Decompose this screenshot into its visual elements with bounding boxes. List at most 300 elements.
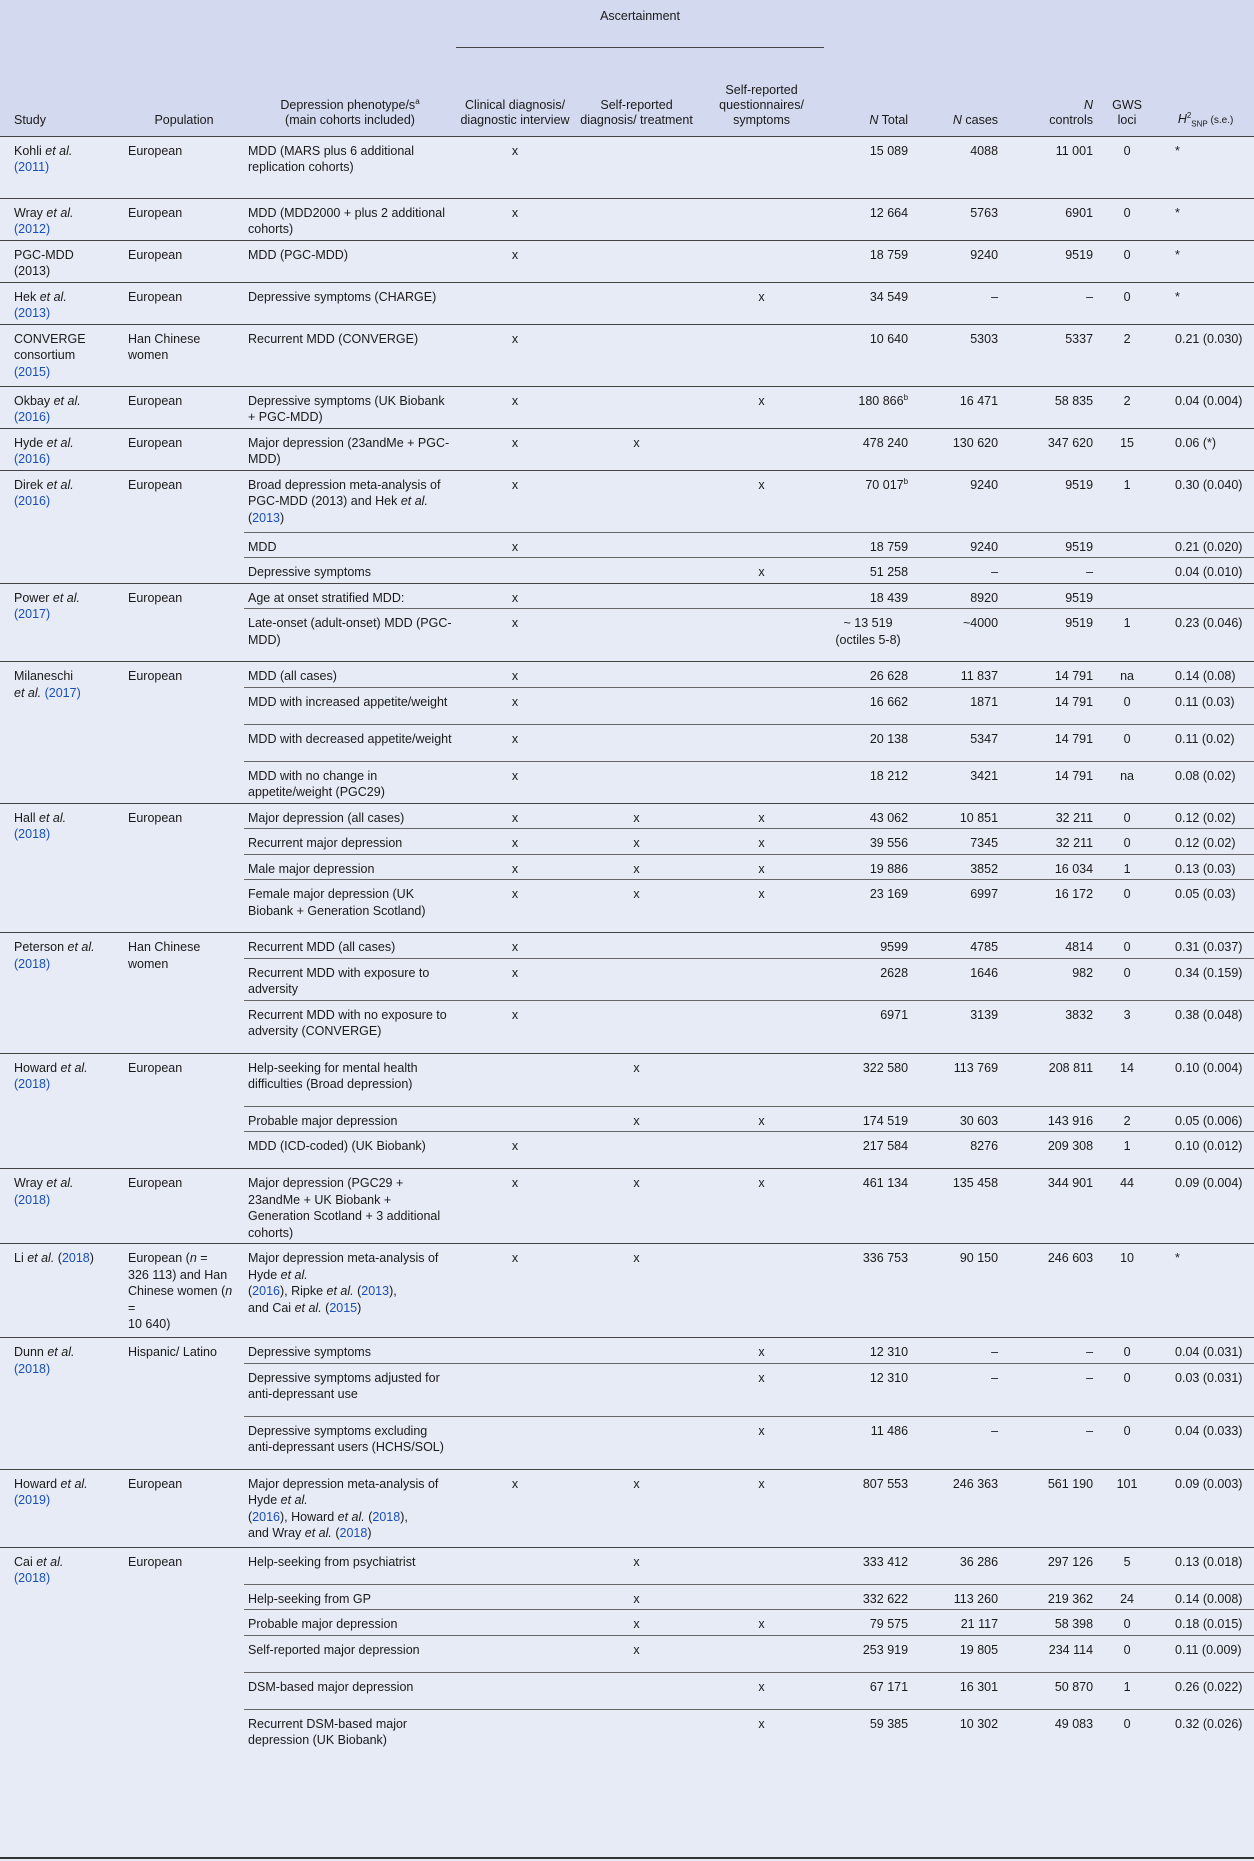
gws-loci-cell: 5 <box>1097 1547 1157 1584</box>
clinical-cell <box>456 282 574 324</box>
text-segment[interactable]: (2011) <box>14 160 50 174</box>
gws-loci-cell: 1 <box>1097 470 1157 532</box>
text-segment: ), Howard <box>279 1509 338 1524</box>
study-cell <box>0 1244 124 1338</box>
text-segment: et al. <box>280 1267 308 1282</box>
self-reported-questionnaire-cell <box>699 583 824 609</box>
clinical-cell: x <box>456 532 574 558</box>
n-controls-cell: 14 791 <box>1002 662 1097 688</box>
n-cases-cell: 30 603 <box>912 1106 1002 1132</box>
n-total-cell: 12 310 <box>824 1363 912 1416</box>
self-reported-diagnosis-cell <box>574 609 699 662</box>
table-row <box>0 428 1254 470</box>
n-cases-cell: 10 302 <box>912 1709 1002 1751</box>
clinical-cell: x <box>456 958 574 1000</box>
h2-snp-header: $H^2_{SNP}$ (s.e.) <box>1157 47 1254 136</box>
gws-loci-header: GWS loci <box>1097 47 1157 136</box>
text-segment: ( <box>364 1509 373 1524</box>
n-cases-cell: 8276 <box>912 1132 1002 1169</box>
gws-loci-cell: 15 <box>1097 428 1157 470</box>
self-reported-diagnosis-cell: x <box>574 803 699 829</box>
phenotype-cell: Recurrent MDD with exposure to adversity <box>244 958 456 1000</box>
self-reported-diagnosis-cell <box>574 1416 699 1469</box>
study-cell <box>0 933 124 1054</box>
clinical-cell: x <box>456 428 574 470</box>
gws-loci-cell: 44 <box>1097 1169 1157 1244</box>
clinical-cell <box>456 1106 574 1132</box>
population-cell: European <box>124 386 244 428</box>
phenotype-cell: Help-seeking from GP <box>244 1584 456 1610</box>
population-cell: European <box>124 662 244 804</box>
self-reported-questionnaire-cell: x <box>699 282 824 324</box>
phenotype-cell <box>244 1469 456 1547</box>
gws-loci-cell: 0 <box>1097 958 1157 1000</box>
text-segment[interactable]: 2018 <box>339 1526 368 1540</box>
self-reported-diagnosis-cell <box>574 532 699 558</box>
n-controls-cell: 14 791 <box>1002 724 1097 761</box>
gws-loci-cell: na <box>1097 662 1157 688</box>
phenotype-cell: MDD with decreased appetite/weight <box>244 724 456 761</box>
clinical-cell: x <box>456 1132 574 1169</box>
clinical-cell: x <box>456 724 574 761</box>
self-reported-diagnosis-cell <box>574 324 699 386</box>
n-controls-cell: 32 211 <box>1002 803 1097 829</box>
n-controls-cell: 208 811 <box>1002 1053 1097 1106</box>
text-segment[interactable]: (2018) <box>14 1571 51 1585</box>
h2-snp-cell: 0.05 (0.03) <box>1157 880 1254 933</box>
h2-snp-cell: 0.12 (0.02) <box>1157 829 1254 855</box>
study-cell <box>0 136 124 198</box>
phenotype-cell: MDD with no change in appetite/weight (PGC29) <box>244 761 456 803</box>
text-segment: Milaneschi <box>14 669 74 683</box>
text-segment: Direk <box>14 477 47 492</box>
text-segment[interactable]: (2017) <box>14 607 51 621</box>
n-cases-cell: 246 363 <box>912 1469 1002 1547</box>
n-cases-cell: 1871 <box>912 687 1002 724</box>
gws-loci-cell: 0 <box>1097 136 1157 198</box>
table-row <box>0 198 1254 240</box>
clinical-cell <box>456 1363 574 1416</box>
n-controls-cell: 9519 <box>1002 470 1097 532</box>
phenotype-cell: Major depression (23andMe + PGC-MDD) <box>244 428 456 470</box>
study-cell <box>0 198 124 240</box>
n-total-cell: 2628 <box>824 958 912 1000</box>
table-header <box>0 0 1254 136</box>
text-segment: et al. <box>46 435 74 450</box>
self-reported-questionnaire-cell: x <box>699 1610 824 1636</box>
text-segment: et al. <box>52 590 81 605</box>
population-cell: European <box>124 1547 244 1751</box>
text-segment: et al. <box>326 1284 354 1298</box>
clinical-cell: x <box>456 240 574 282</box>
gws-loci-cell: 0 <box>1097 829 1157 855</box>
population-cell <box>124 1244 244 1338</box>
self-reported-questionnaire-cell <box>699 1132 824 1169</box>
n-total-cell: 18 439 <box>824 583 912 609</box>
n-controls-cell: – <box>1002 1338 1097 1364</box>
population-cell: Hispanic/ Latino <box>124 1338 244 1470</box>
h2-snp-cell: 0.10 (0.012) <box>1157 1132 1254 1169</box>
text-segment[interactable]: (2017) <box>44 685 81 700</box>
clinical-cell: x <box>456 198 574 240</box>
text-segment[interactable]: (2018) <box>14 956 51 971</box>
study-cell <box>0 240 124 282</box>
clinical-cell <box>456 1672 574 1709</box>
text-segment: et al. <box>294 1300 322 1315</box>
n-cases-cell: 3139 <box>912 1000 1002 1053</box>
text-segment: and Cai <box>248 1300 295 1315</box>
population-cell: European <box>124 198 244 240</box>
text-segment: Okbay <box>14 393 54 408</box>
h2-snp-cell: 0.11 (0.009) <box>1157 1635 1254 1672</box>
text-segment[interactable]: 2018 <box>61 1251 90 1265</box>
clinical-cell: x <box>456 803 574 829</box>
text-segment[interactable]: 2016 <box>252 1284 280 1298</box>
n-controls-cell: 49 083 <box>1002 1709 1097 1751</box>
n-cases-cell: 11 837 <box>912 662 1002 688</box>
self-reported-questionnaire-cell: x <box>699 1672 824 1709</box>
n-controls-cell: 143 916 <box>1002 1106 1097 1132</box>
text-segment[interactable]: (2018) <box>14 827 51 841</box>
self-reported-diagnosis-cell: x <box>574 1547 699 1584</box>
n-total-cell: 19 886 <box>824 854 912 880</box>
self-reported-diagnosis-cell <box>574 1338 699 1364</box>
gws-loci-cell: 0 <box>1097 1363 1157 1416</box>
h2-snp-cell: 0.13 (0.018) <box>1157 1547 1254 1584</box>
self-reported-diagnosis-cell <box>574 1363 699 1416</box>
h2-snp-cell: * <box>1157 136 1254 198</box>
table-row <box>0 583 1254 609</box>
h2-snp-cell: 0.14 (0.08) <box>1157 662 1254 688</box>
clinical-cell: x <box>456 662 574 688</box>
h2-snp-cell: 0.30 (0.040) <box>1157 470 1254 532</box>
n-total-cell: 43 062 <box>824 803 912 829</box>
gws-loci-cell: 1 <box>1097 1672 1157 1709</box>
gws-loci-cell: 14 <box>1097 1053 1157 1106</box>
n-cases-cell: 130 620 <box>912 428 1002 470</box>
self-reported-questionnaire-cell: x <box>699 1416 824 1469</box>
text-segment: ) <box>357 1300 362 1315</box>
population-cell: European <box>124 1053 244 1169</box>
gws-loci-cell: 101 <box>1097 1469 1157 1547</box>
h2-snp-cell: * <box>1157 1244 1254 1338</box>
phenotype-cell: Depressive symptoms <box>244 1338 456 1364</box>
n-total-cell: 336 753 <box>824 1244 912 1338</box>
n-controls-cell: 32 211 <box>1002 829 1097 855</box>
text-segment: n <box>225 1284 233 1298</box>
text-segment[interactable]: 2015 <box>329 1300 358 1315</box>
text-segment: Hall <box>14 810 40 825</box>
text-segment: ) <box>367 1526 372 1540</box>
text-segment: Li <box>14 1251 28 1265</box>
text-segment: Peterson <box>14 940 68 954</box>
phenotype-cell: Late-onset (adult-onset) MDD (PGC-MDD) <box>244 609 456 662</box>
n-cases-cell: 10 851 <box>912 803 1002 829</box>
text-segment: = <box>128 1300 136 1315</box>
phenotype-cell: Male major depression <box>244 854 456 880</box>
text-segment: 10 640) <box>128 1317 171 1331</box>
study-cell <box>0 662 124 804</box>
text-segment: et al. <box>45 143 73 158</box>
n-controls-header: N controls <box>1002 47 1097 136</box>
self-reported-questionnaire-cell <box>699 933 824 959</box>
n-total-cell: 11 486 <box>824 1416 912 1469</box>
n-total-cell: 253 919 <box>824 1635 912 1672</box>
self-reported-questionnaire-cell: x <box>699 1338 824 1364</box>
table-row <box>0 1169 1254 1244</box>
clinical-cell <box>456 1635 574 1672</box>
n-cases-cell: 5763 <box>912 198 1002 240</box>
h2-snp-cell <box>1157 583 1254 609</box>
n-total-cell: 807 553 <box>824 1469 912 1547</box>
clinical-cell <box>456 1610 574 1636</box>
n-controls-cell: 14 791 <box>1002 687 1097 724</box>
n-controls-cell: 58 835 <box>1002 386 1097 428</box>
n-cases-cell: 36 286 <box>912 1547 1002 1584</box>
self-reported-diagnosis-cell: x <box>574 1106 699 1132</box>
h2-snp-cell: * <box>1157 240 1254 282</box>
n-controls-cell: – <box>1002 282 1097 324</box>
n-total-cell: 9599 <box>824 933 912 959</box>
gws-loci-cell <box>1097 583 1157 609</box>
self-reported-questionnaire-cell <box>699 1053 824 1106</box>
h2-snp-cell: 0.04 (0.004) <box>1157 386 1254 428</box>
population-cell: Han Chinese women <box>124 324 244 386</box>
phenotype-cell: MDD (MARS plus 6 additional replication cohorts) <box>244 136 456 198</box>
text-segment: et al. <box>46 1176 74 1190</box>
text-segment: Howard <box>14 1060 61 1075</box>
table-row <box>0 386 1254 428</box>
n-cases-cell: 113 260 <box>912 1584 1002 1610</box>
self-reported-diagnosis-cell: x <box>574 829 699 855</box>
self-reported-diagnosis-cell <box>574 1709 699 1751</box>
text-segment[interactable]: (2018) <box>14 1077 51 1091</box>
text-segment: = <box>196 1251 208 1265</box>
text-segment: ), <box>400 1509 408 1524</box>
gws-loci-cell: 2 <box>1097 324 1157 386</box>
text-segment: Major depression meta-analysis of Hyde <box>248 1476 439 1507</box>
n-cases-cell: 21 117 <box>912 1610 1002 1636</box>
h2-snp-cell: 0.04 (0.031) <box>1157 1338 1254 1364</box>
h2-snp-cell: 0.11 (0.02) <box>1157 724 1254 761</box>
gws-loci-cell: 1 <box>1097 609 1157 662</box>
study-cell <box>0 386 124 428</box>
gws-loci-cell: 2 <box>1097 1106 1157 1132</box>
text-segment: ( <box>54 1251 62 1265</box>
n-total-cell: 26 628 <box>824 662 912 688</box>
clinical-cell: x <box>456 583 574 609</box>
text-segment: CONVERGE consortium <box>14 331 86 362</box>
n-total-cell: 478 240 <box>824 428 912 470</box>
text-segment[interactable]: (2013) <box>14 306 51 320</box>
text-segment: Power <box>14 590 53 605</box>
gws-loci-cell: 3 <box>1097 1000 1157 1053</box>
clinical-cell: x <box>456 829 574 855</box>
h2-snp-cell: 0.21 (0.020) <box>1157 532 1254 558</box>
population-cell: European <box>124 240 244 282</box>
n-controls-cell: 561 190 <box>1002 1469 1097 1547</box>
clinical-cell <box>456 1584 574 1610</box>
n-controls-cell: 6901 <box>1002 198 1097 240</box>
clinical-cell: x <box>456 1244 574 1338</box>
population-cell: European <box>124 282 244 324</box>
text-segment: et al. <box>27 1251 55 1265</box>
phenotype-cell: Depressive symptoms adjusted for anti-depressant use <box>244 1363 456 1416</box>
text-segment[interactable]: 2013 <box>252 510 280 525</box>
study-cell <box>0 282 124 324</box>
table-row <box>0 1244 1254 1338</box>
gws-loci-cell: 0 <box>1097 724 1157 761</box>
n-cases-cell: 16 301 <box>912 1672 1002 1709</box>
h2-snp-cell: 0.31 (0.037) <box>1157 933 1254 959</box>
gws-loci-cell: 0 <box>1097 198 1157 240</box>
clinical-cell <box>456 1053 574 1106</box>
text-segment[interactable]: (2016) <box>14 410 51 424</box>
population-cell: European <box>124 136 244 198</box>
phenotype-cell: Depressive symptoms <box>244 558 456 584</box>
phenotype-cell: Recurrent major depression <box>244 829 456 855</box>
text-segment[interactable]: 2013 <box>361 1284 390 1298</box>
h2-snp-cell: 0.11 (0.03) <box>1157 687 1254 724</box>
clinical-cell <box>456 1709 574 1751</box>
n-controls-cell: 58 398 <box>1002 1610 1097 1636</box>
n-cases-cell: 16 471 <box>912 386 1002 428</box>
text-segment: European ( <box>128 1251 190 1265</box>
text-segment: Hek <box>14 289 40 304</box>
n-controls-cell: 3832 <box>1002 1000 1097 1053</box>
n-controls-cell: 9519 <box>1002 240 1097 282</box>
n-total-cell: 59 385 <box>824 1709 912 1751</box>
text-segment[interactable]: 2018 <box>372 1509 401 1524</box>
clinical-header: Clinical diagnosis/ diagnostic interview <box>456 47 574 136</box>
n-cases-cell: 4785 <box>912 933 1002 959</box>
text-segment[interactable]: (2012) <box>14 222 51 236</box>
n-controls-cell: – <box>1002 558 1097 584</box>
population-cell: European <box>124 1169 244 1244</box>
self-reported-questionnaire-cell <box>699 724 824 761</box>
study-cell <box>0 470 124 583</box>
text-segment[interactable]: (2019) <box>14 1493 51 1507</box>
gws-loci-cell: 1 <box>1097 1132 1157 1169</box>
text-segment: ( <box>248 1509 253 1524</box>
population-cell: European <box>124 583 244 662</box>
self-reported-questionnaire-cell <box>699 609 824 662</box>
clinical-cell: x <box>456 1169 574 1244</box>
h2-snp-cell: 0.09 (0.003) <box>1157 1469 1254 1547</box>
h2-snp-cell: 0.13 (0.03) <box>1157 854 1254 880</box>
study-cell <box>0 803 124 933</box>
text-segment[interactable]: (2015) <box>14 364 51 379</box>
clinical-cell: x <box>456 687 574 724</box>
n-total-cell: 23 169 <box>824 880 912 933</box>
clinical-cell: x <box>456 1469 574 1547</box>
gws-loci-cell <box>1097 532 1157 558</box>
phenotype-cell: Recurrent MDD (CONVERGE) <box>244 324 456 386</box>
text-segment: ( <box>248 510 253 525</box>
self-reported-questionnaire-cell <box>699 662 824 688</box>
h2-snp-cell: 0.32 (0.026) <box>1157 1709 1254 1751</box>
n-controls-cell: – <box>1002 1416 1097 1469</box>
text-segment[interactable]: (2016) <box>14 494 51 508</box>
self-reported-diagnosis-cell <box>574 724 699 761</box>
n-cases-cell: 8920 <box>912 583 1002 609</box>
n-total-cell: 39 556 <box>824 829 912 855</box>
n-total-cell: 34 549 <box>824 282 912 324</box>
h2-snp-cell: * <box>1157 282 1254 324</box>
n-total-cell: 79 575 <box>824 1610 912 1636</box>
n-cases-cell: 3852 <box>912 854 1002 880</box>
gws-loci-cell: 10 <box>1097 1244 1157 1338</box>
self-reported-questionnaire-cell <box>699 136 824 198</box>
n-total-cell: 180 866$^b$ <box>824 386 912 428</box>
n-controls-cell: 347 620 <box>1002 428 1097 470</box>
self-reported-diagnosis-cell <box>574 933 699 959</box>
table-row <box>0 470 1254 532</box>
h2-snp-cell: 0.10 (0.004) <box>1157 1053 1254 1106</box>
phenotype-cell: MDD (all cases) <box>244 662 456 688</box>
self-reported-questionnaire-cell <box>699 761 824 803</box>
table-row <box>0 136 1254 198</box>
h2-snp-cell: 0.14 (0.008) <box>1157 1584 1254 1610</box>
clinical-cell: x <box>456 880 574 933</box>
text-segment[interactable]: (2018) <box>14 1361 51 1376</box>
self-reported-questionnaire-cell <box>699 1584 824 1610</box>
self-reported-diagnosis-cell <box>574 662 699 688</box>
n-controls-cell: 50 870 <box>1002 1672 1097 1709</box>
self-reported-diagnosis-cell <box>574 470 699 532</box>
self-reported-diagnosis-cell <box>574 583 699 609</box>
text-segment: Wray <box>14 205 47 220</box>
text-segment: ) <box>279 510 285 525</box>
n-cases-cell: 113 769 <box>912 1053 1002 1106</box>
self-reported-questionnaire-cell: x <box>699 1363 824 1416</box>
study-cell <box>0 583 124 662</box>
phenotype-cell: MDD (MDD2000 + plus 2 additional cohorts) <box>244 198 456 240</box>
table-row <box>0 240 1254 282</box>
n-total-cell: 333 412 <box>824 1547 912 1584</box>
text-segment[interactable]: (2016) <box>14 452 51 466</box>
n-total-cell: 51 258 <box>824 558 912 584</box>
n-total-cell: 217 584 <box>824 1132 912 1169</box>
h2-snp-cell: 0.06 (*) <box>1157 428 1254 470</box>
phenotype-cell <box>244 470 456 532</box>
phenotype-cell: Self-reported major depression <box>244 1635 456 1672</box>
text-segment[interactable]: 2016 <box>252 1509 280 1524</box>
gws-loci-cell: 0 <box>1097 240 1157 282</box>
study-cell <box>0 324 124 386</box>
text-segment: et al. <box>46 205 74 220</box>
table-row <box>0 1547 1254 1584</box>
clinical-cell: x <box>456 854 574 880</box>
gws-loci-cell: 0 <box>1097 880 1157 933</box>
self-reported-questionnaire-cell <box>699 240 824 282</box>
h2-snp-cell: 0.03 (0.031) <box>1157 1363 1254 1416</box>
h2-snp-cell: 0.21 (0.030) <box>1157 324 1254 386</box>
text-segment[interactable]: (2018) <box>14 1192 51 1207</box>
self-reported-diagnosis-cell: x <box>574 880 699 933</box>
clinical-cell: x <box>456 136 574 198</box>
n-total-cell: 18 212 <box>824 761 912 803</box>
n-controls-cell: 246 603 <box>1002 1244 1097 1338</box>
self-reported-questionnaire-cell <box>699 1000 824 1053</box>
text-segment: et al. <box>46 477 74 492</box>
h2-snp-cell: 0.08 (0.02) <box>1157 761 1254 803</box>
self-reported-questionnaire-cell: x <box>699 1106 824 1132</box>
self-reported-diagnosis-cell <box>574 558 699 584</box>
text-segment: et al. <box>14 685 42 700</box>
self-reported-questionnaire-cell <box>699 1244 824 1338</box>
phenotype-cell: Depressive symptoms (CHARGE) <box>244 282 456 324</box>
